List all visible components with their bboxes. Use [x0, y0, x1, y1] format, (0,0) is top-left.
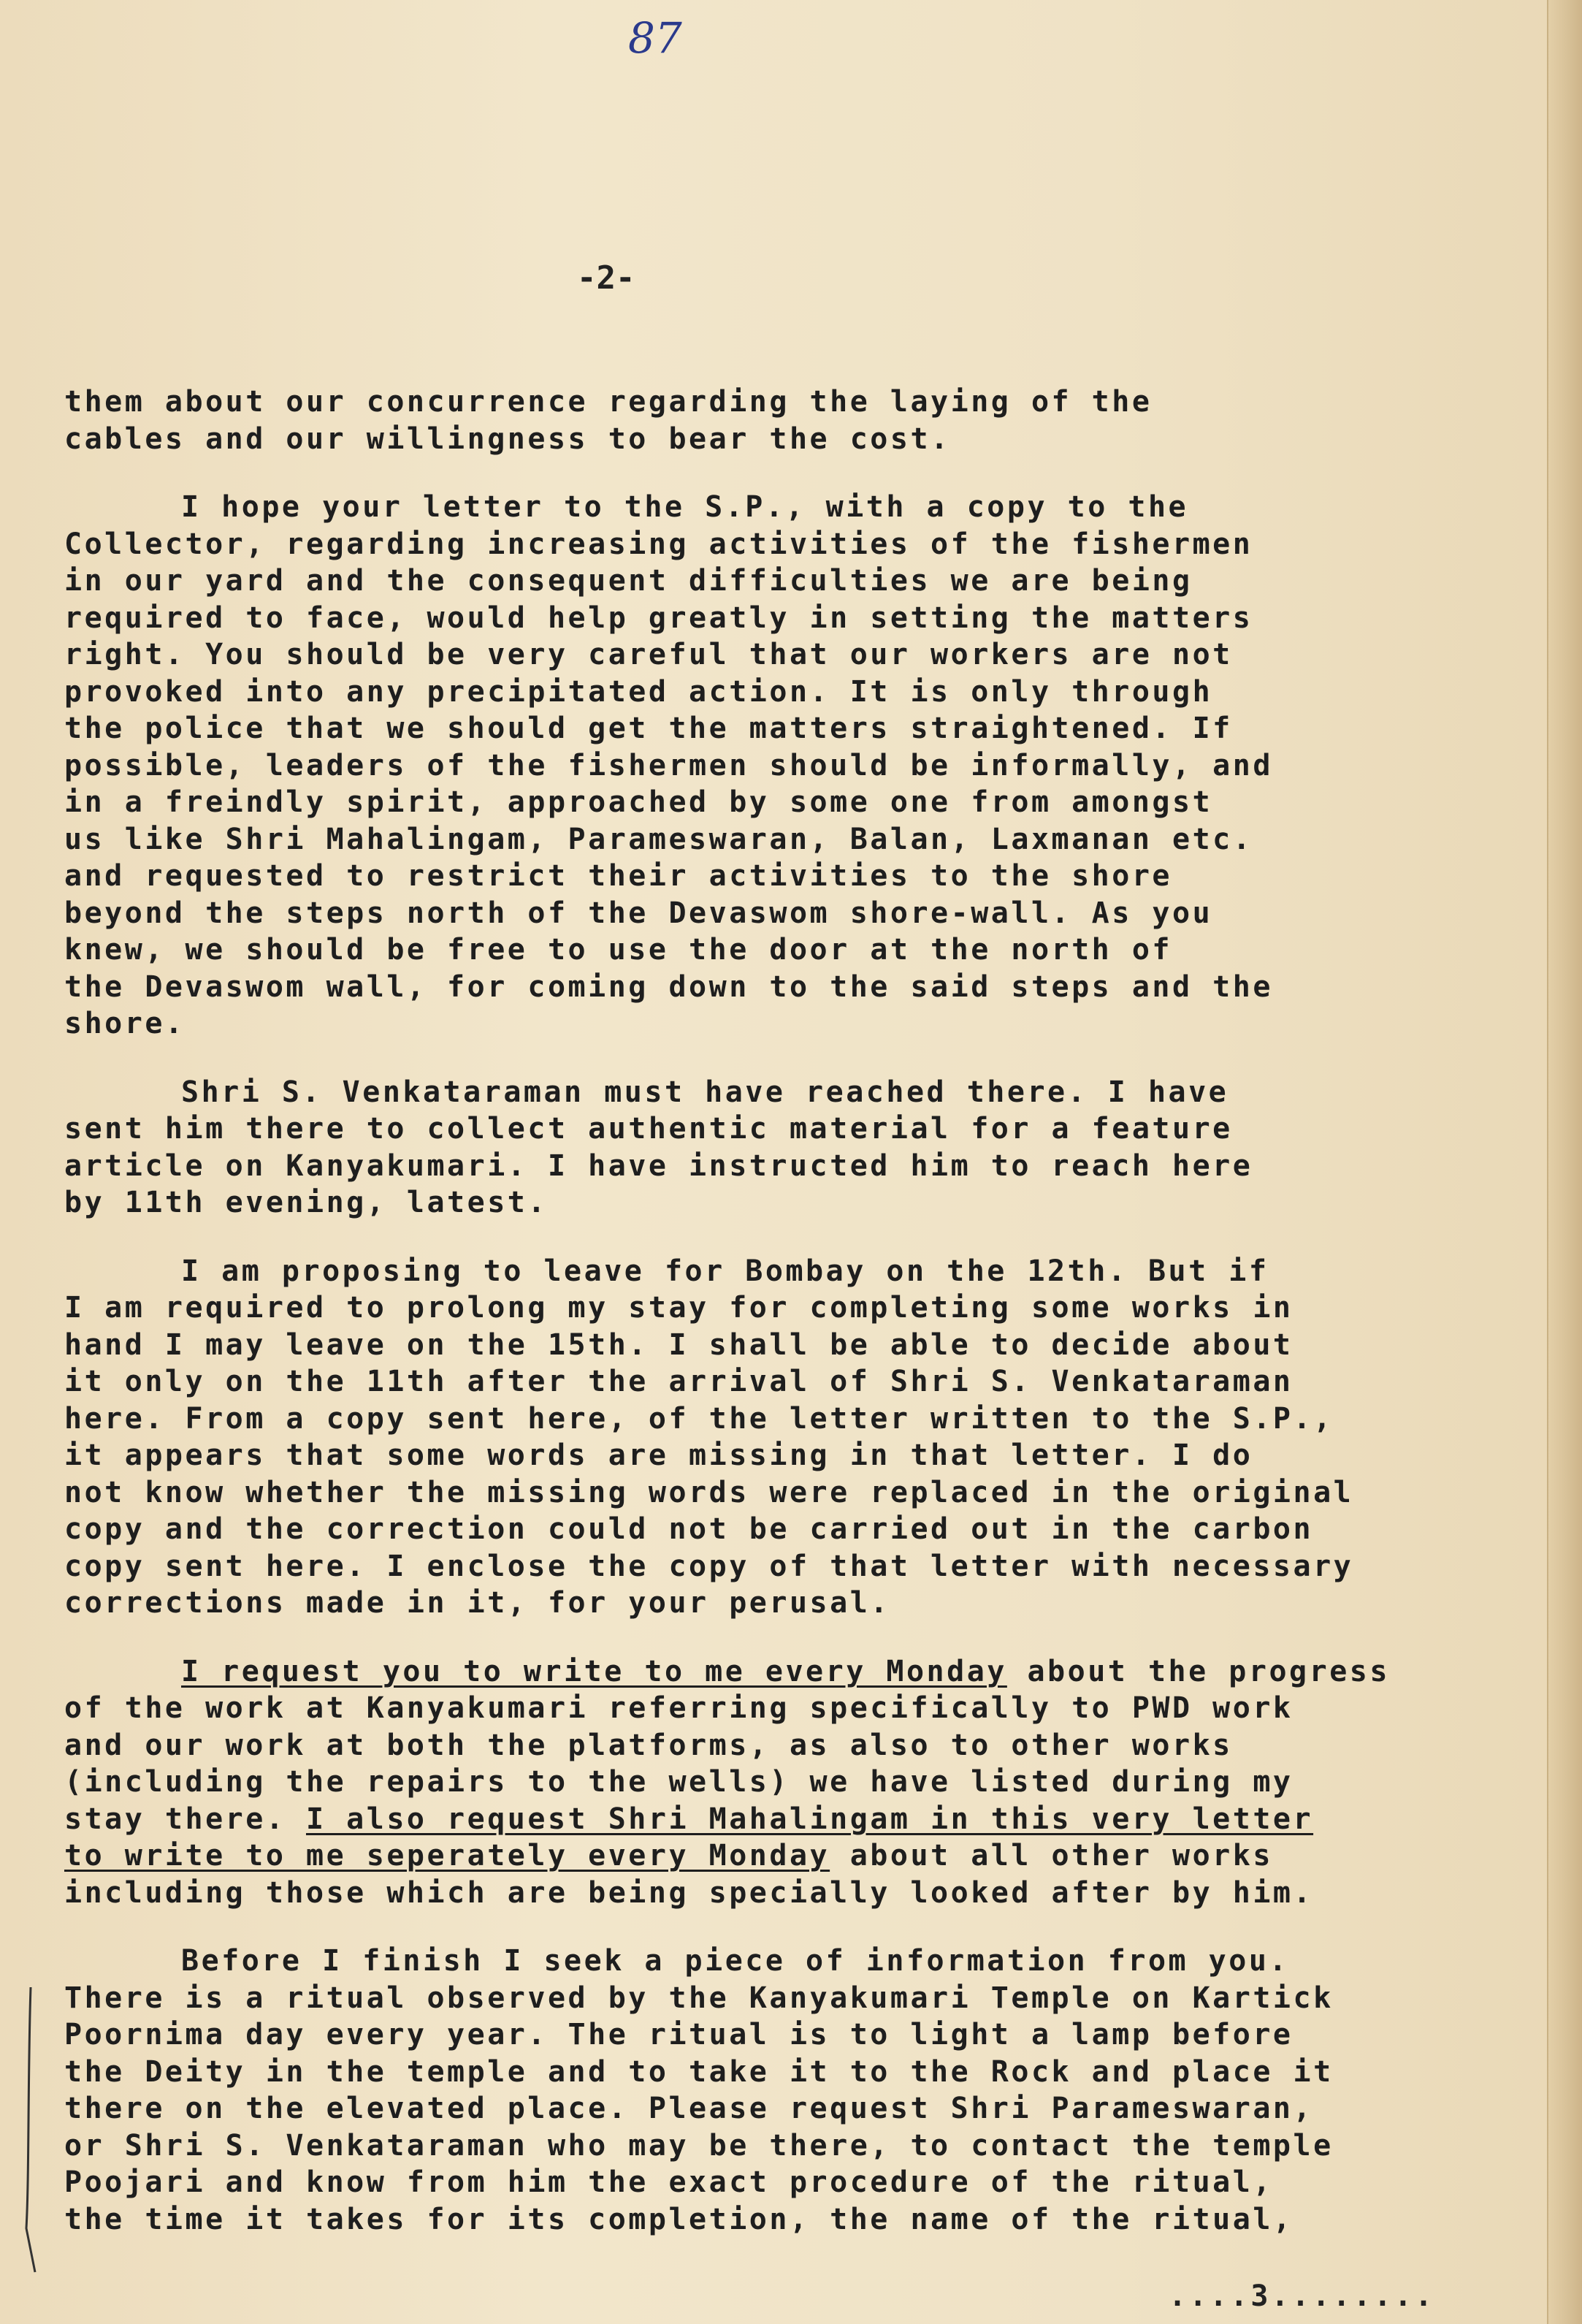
text-line: the time it takes for its completion, the name of the ritual,	[64, 2202, 1294, 2236]
paragraph-1	[64, 384, 1540, 457]
text-line: Before I finish I seek a piece of information from you.	[181, 1944, 1290, 1978]
text-line: right. You should be very careful that our workers are not	[64, 638, 1233, 671]
paragraph-3	[64, 1074, 1540, 1222]
text-line: knew, we should be free to use the door at the north of	[64, 933, 1173, 967]
text-line: sent him there to collect authentic material for a feature	[64, 1112, 1233, 1146]
text-line: Poojari and know from him the exact procedure of the ritual,	[64, 2165, 1273, 2199]
text-line: there on the elevated place. Please request Shri Parameswaran,	[64, 2092, 1314, 2125]
underlined-request: I also request Shri Mahalingam in this very letter	[305, 1802, 1314, 1836]
letter-body	[64, 384, 1540, 2269]
text-line: it only on the 11th after the arrival of Shri S. Venkataraman	[64, 1365, 1294, 1398]
paragraph-5	[64, 1653, 1540, 1912]
text-line: copy and the correction could not be carried out in the carbon	[64, 1512, 1314, 1546]
text-line: it appears that some words are missing in that letter. I do	[64, 1439, 1253, 1472]
text-line: beyond the steps north of the Devaswom shore-wall. As you	[64, 896, 1213, 930]
text-line: I hope your letter to the S.P., with a copy to the	[181, 490, 1189, 524]
text-line: the Deity in the temple and to take it to the Rock and place it	[64, 2054, 1334, 2089]
continuation-marker: ....3........	[1169, 2279, 1436, 2313]
text-line	[64, 1653, 1540, 1691]
text-segment: about all other works	[830, 1839, 1273, 1872]
text-segment: stay there.	[64, 1802, 306, 1836]
text-line: shore.	[64, 1007, 186, 1040]
handwritten-folio-number: 87	[628, 13, 682, 63]
text-line: I am required to prolong my stay for completing some works in	[64, 1291, 1294, 1325]
text-line	[64, 1801, 1540, 1838]
text-line: and requested to restrict their activities to the shore	[64, 859, 1173, 893]
text-line: here. From a copy sent here, of the letter written to the S.P.,	[64, 1401, 1334, 1436]
text-line: hand I may leave on the 15th. I shall be able to decide about	[64, 1327, 1294, 1362]
text-line: including those which are being specially looked after by him.	[64, 1875, 1314, 1910]
text-line: or Shri S. Venkataraman who may be there, to contact the temple	[64, 2128, 1334, 2163]
text-line: Collector, regarding increasing activities of the fishermen	[64, 527, 1253, 561]
text-line: (including the repairs to the wells) we have listed during my	[64, 1765, 1294, 1799]
text-line: Poornima day every year. The ritual is to light a lamp before	[64, 2018, 1294, 2051]
text-line	[64, 1837, 1540, 1875]
page-edge-shadow	[1547, 0, 1582, 2324]
text-line: possible, leaders of the fishermen should be informally, and	[64, 748, 1273, 782]
text-line: required to face, would help greatly in setting the matters	[64, 601, 1253, 635]
text-line: provoked into any precipitated action. It is only through	[64, 674, 1213, 709]
text-line: not know whether the missing words were replaced in the original	[64, 1475, 1354, 1509]
text-line: corrections made in it, for your perusal.	[64, 1586, 890, 1620]
text-line: the police that we should get the matters straightened. If	[64, 712, 1233, 745]
text-line: copy sent here. I enclose the copy of that letter with necessary	[64, 1549, 1354, 1583]
text-line: and our work at both the platforms, as also to other works	[64, 1728, 1233, 1762]
text-line: in our yard and the consequent difficulties we are being	[64, 564, 1193, 598]
underlined-request: I request you to write to me every Monday	[181, 1654, 1007, 1688]
paragraph-2	[64, 489, 1540, 1043]
page-number: -2-	[577, 259, 635, 297]
text-line: Shri S. Venkataraman must have reached there. I have	[181, 1075, 1229, 1109]
text-line: There is a ritual observed by the Kanyakumari Temple on Kartick	[64, 1981, 1334, 2015]
text-line: cables and our willingness to bear the cost.	[64, 422, 951, 456]
text-line: the Devaswom wall, for coming down to the said steps and the	[64, 969, 1273, 1004]
text-line: in a freindly spirit, approached by some one from amongst	[64, 785, 1213, 819]
text-line: by 11th evening, latest.	[64, 1186, 548, 1219]
text-segment: about the progress	[1006, 1654, 1390, 1688]
text-line: them about our concurrence regarding the laying of the	[64, 385, 1153, 419]
text-line: of the work at Kanyakumari referring specifically to PWD work	[64, 1691, 1294, 1725]
text-line: us like Shri Mahalingam, Parameswaran, Balan, Laxmanan etc.	[64, 822, 1253, 856]
paragraph-6	[64, 1943, 1540, 2238]
text-line: I am proposing to leave for Bombay on the 12th. But if	[181, 1254, 1269, 1288]
underlined-request: to write to me seperately every Monday	[64, 1839, 830, 1872]
text-line: article on Kanyakumari. I have instructed him to reach here	[64, 1148, 1253, 1183]
margin-pencil-mark	[20, 1987, 38, 2279]
paragraph-4	[64, 1253, 1540, 1622]
